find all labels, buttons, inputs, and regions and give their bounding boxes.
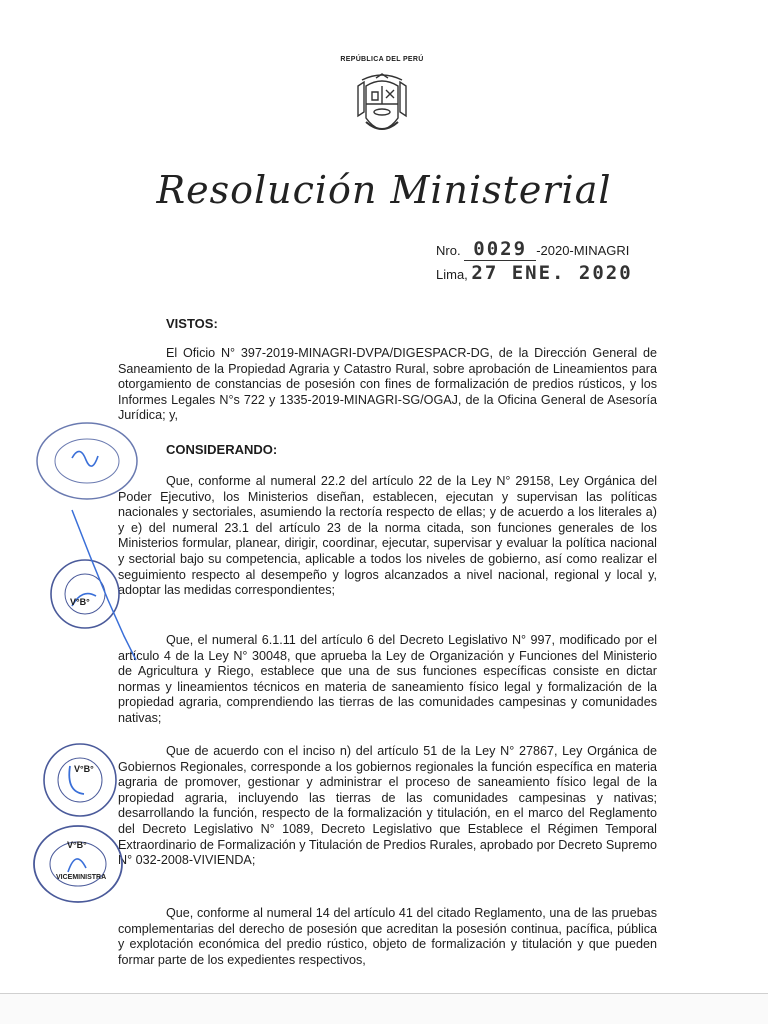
paragraph-text: Que, conforme al numeral 22.2 del artículo 22 de la Ley N° 29158, Ley Orgánica del Poder Ejecutivo, los Ministerios diseñan, establecen, ejecutan y supervisan las políticas nacionales y sectoriales, asumiendo la rectoría respecto de ellas; y de acuerdo a los literales a) y e) del numeral 23.1 del artículo 23 de la norma citada, son funciones generales de los Ministerios formular, planear, dirigir, coordinar, ejecutar, supervisar y evaluar la política nacional y sectorial bajo su competencia, aplicable a todos los niveles de gobierno, así como realizar el seguimiento respecto al desempeño y logros alcanzados a nivel nacional, regional y local y, adoptar las medidas correspondientes;	[118, 474, 657, 598]
vb-mark: V°B°	[70, 597, 90, 607]
nro-label: Nro.	[436, 243, 461, 258]
paragraph-text: Que, el numeral 6.1.11 del artículo 6 del Decreto Legislativo N° 997, modificado por el artículo 4 de la Ley N° 30048, que aprueba la Ley de Organización y Funciones del Ministerio de Agricultura y Riego, establece que una de sus funciones específicas consiste en dictar normas y lineamientos técnicos en materia de saneamiento físico legal y formalización de la propiedad agraria, comprendiendo las tierras de las comunidades campesinas y comunidades nativas;	[118, 633, 657, 725]
crest-label: REPÚBLICA DEL PERÚ	[340, 56, 424, 63]
considerando-heading: CONSIDERANDO:	[166, 442, 278, 457]
nro-value: 0029	[464, 238, 536, 261]
viceminister-mark: VICEMINISTRA	[56, 874, 107, 881]
lima-date: 27 ENE. 2020	[471, 262, 633, 284]
vistos-text: El Oficio N° 397-2019-MINAGRI-DVPA/DIGESPACR-DG, de la Dirección General de Saneamiento de la Propiedad Agraria y Catastro Rural, sobre aprobación de Lineamientos para otorgamiento de constancias de posesión con fines de formalización de predios rústicos, y los Informes Legales N°s 722 y 1335-2019-MINAGRI-SG/OGAJ, de la Oficina General de Asesoría Jurídica; y,	[118, 346, 657, 423]
paragraph-text: Que, conforme al numeral 14 del artículo 41 del citado Reglamento, una de las pruebas complementarias del derecho de posesión que acreditan la posesión continua, pacífica, pública y explotación económica del predio rústico, objeto de formalización y titulación y que pueden formar parte de los expedientes respectivos,	[118, 906, 657, 967]
vb-mark-2: V°B°	[74, 764, 94, 774]
document-title: Resolución Ministerial	[156, 168, 612, 212]
lima-label: Lima,	[436, 267, 468, 282]
paragraph-text: Que de acuerdo con el inciso n) del artículo 51 de la Ley N° 27867, Ley Orgánica de Gobiernos Regionales, corresponde a los gobiernos regionales la función específica en materia agraria de promover, gestionar y administrar el proceso de saneamiento físico legal de la propiedad agraria, incluyendo las tierras de las comunidades campesinas y nativas; desarrollando la función, respecto de la formalización y titulación, en el marco del Reglamento del Decreto Legislativo N° 1089, Decreto Legislativo que Establece el Régimen Temporal Extraordinario de Formalización y Titulación de Predios Rurales, aprobado por Decreto Supremo N° 032-2008-VIVIENDA;	[118, 744, 658, 868]
vb-mark-3: V°B°	[67, 840, 87, 850]
vistos-heading: VISTOS:	[166, 316, 218, 331]
scan-bottom-edge	[0, 993, 768, 1024]
nro-suffix: -2020-MINAGRI	[536, 243, 630, 258]
